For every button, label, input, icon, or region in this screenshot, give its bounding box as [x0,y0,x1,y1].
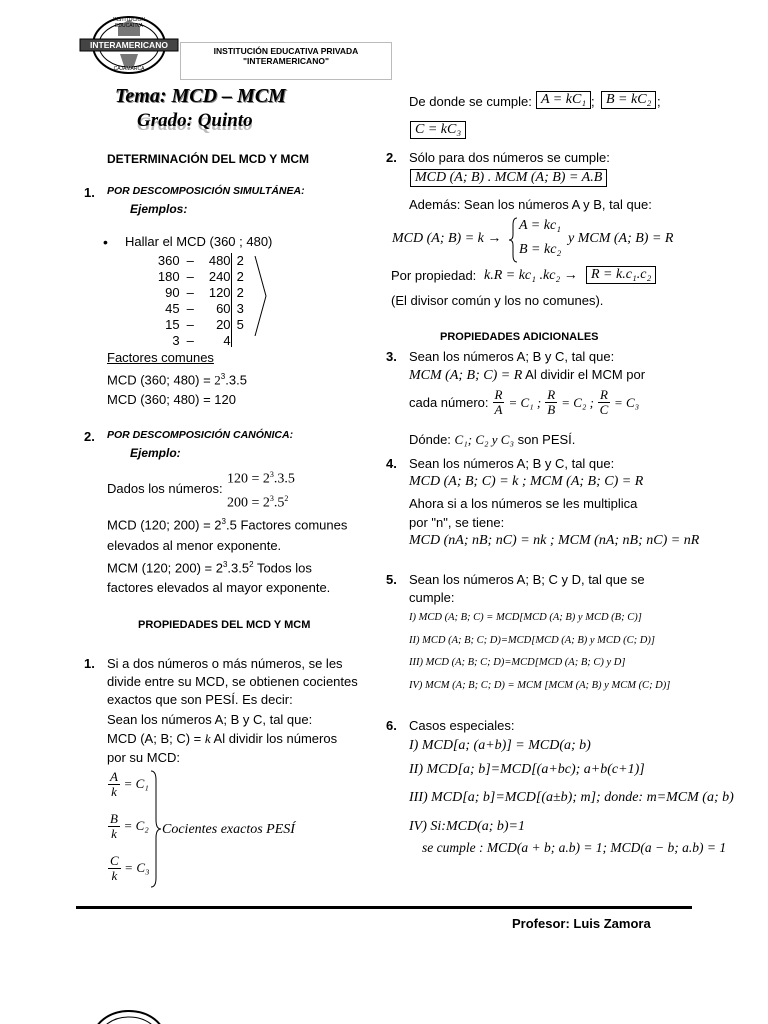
r3-donde [409,432,575,448]
section-title-determinacion: DETERMINACIÓN DEL MCD Y MCM [107,152,310,166]
eq2-mid: .5 [273,495,285,511]
frac-b-num: B [110,811,118,826]
p1-number: 1. [84,656,95,671]
r2-prop: Por propiedad: [391,268,477,283]
mcd-result-1 [107,372,247,388]
table-row [150,268,250,284]
r0-box3: C = kC₃ [410,121,466,139]
p1-line6: por su MCD: [107,750,180,765]
cell-dash: – [186,316,194,332]
mcm120-exp: 3 [222,560,228,569]
r3-f3-num: R [600,387,608,402]
s1-ejemplos: Ejemplos: [130,202,188,216]
cell-a: 90 [165,284,180,300]
mcd-120-200-line2: elevados al menor exponente. [107,538,282,553]
cell-dash: – [186,300,194,316]
r3-line1: Sean los números A; B y C, tal que: [409,349,615,364]
r3-number: 3. [386,349,397,364]
frac-b-c2: = C₂ [123,817,149,833]
cell-divisor: 2 [236,284,244,300]
cell-a: 180 [157,268,180,284]
r0-text: De donde se cumple: [409,94,532,109]
r6-iv-si: IV) Si: [409,819,446,834]
fraction-a-k [108,770,149,799]
fraction-c-k [108,854,150,883]
r3-pesi: son PESÍ. [517,432,576,447]
frac-a-den: k [111,784,117,799]
r2-b: B = kc₂ [519,242,562,257]
cell-b: 480 [208,252,231,268]
mcm120-b: Todos los [253,560,312,576]
table-row [150,300,250,316]
eq1-rest: .3.5 [273,471,295,487]
cocientes-brace [150,770,162,888]
r0-box1: A = kC₁ [536,91,591,109]
mcd1-rest: .3.5 [225,372,247,388]
r3-donde-math: C₁; C₂ y C₃ [454,432,514,447]
p1-l5a: MCD (A; B; C) = [107,731,205,746]
eq2-exp2: 2 [284,494,289,503]
table-vertical-line [231,253,232,347]
propiedades-title: PROPIEDADES DEL MCD Y MCM [138,619,311,631]
r0-sep1: ; [591,94,595,109]
table-row [150,252,250,268]
mcd120-exp: 3 [221,517,226,526]
r6-i: I) MCD[a; (a+b)] = MCD(a; b) [409,738,591,753]
school-line-2: "INTERAMERICANO" [243,56,329,66]
r0-sep2: ; [657,94,661,109]
cocientes-label: Cocientes exactos PESÍ [162,822,295,837]
cell-divisor: 2 [236,252,244,268]
p1-line3: exactos que son PESÍ. Es decir: [107,692,293,707]
cell-divisor: 5 [236,316,244,332]
factores-comunes: Factores comunes [107,350,214,365]
footer-rule [76,906,692,909]
mcd120-a: MCD (120; 200) = 2 [107,517,222,533]
r3-f1-num: R [494,387,503,402]
eq-200 [227,494,288,512]
r2-divisor: (El divisor común y los no comunes). [391,293,604,308]
r6-number: 6. [386,718,397,733]
mcd1-prefix: MCD (360; 480) = [107,372,215,388]
cell-b: 20 [216,316,231,332]
school-name-box [180,42,392,80]
frac-c-c3: = C₃ [124,859,150,875]
r5-i: I) MCD (A; B; C) = MCD[MCD (A; B) y MCD (B; C)] [409,612,642,623]
r3-cada: cada número: [409,395,489,410]
tema-title: Tema: MCD – MCM [115,85,286,107]
r4-line2: MCD (A; B; C) = k ; MCM (A; B; C) = R [409,474,644,489]
r2-ademas: Además: Sean los números A y B, tal que: [409,197,652,212]
mcm120-exp2: 2 [249,560,254,569]
cell-b: 60 [216,300,231,316]
p1-line4: Sean los números A; B y C, tal que: [107,712,313,727]
cell-a: 3 [172,332,180,348]
r5-line1: Sean los números A; B; C y D, tal que se [409,572,645,587]
r6-iv [409,817,525,835]
r2-box: MCD (A; B) . MCM (A; B) = A.B [410,169,607,187]
r3-f2-num: R [547,387,556,402]
table-brace [254,256,268,336]
mcd-result-2: MCD (360; 480) = 120 [107,392,236,407]
r3-c1: = C₁ ; [508,394,542,410]
cell-b: 4 [223,332,231,348]
mcd1-base: 2 [214,372,221,388]
p1-line1: Si a dos números o más números, se les [107,656,343,671]
cell-a: 45 [165,300,180,316]
logo-banner-text: INTERAMERICANO [90,40,168,50]
r2-brace [508,217,518,263]
eq1-exp: 3 [269,470,274,479]
r3-f2-den: B [547,402,556,417]
mcm-120-200-line [107,560,359,575]
r3-line2 [409,367,645,384]
dados-numeros: Dados los números: [107,481,223,496]
r3-line3 [409,388,639,417]
cell-dash: – [186,268,194,284]
r5-line2: cumple: [409,590,455,605]
r2-text: Sólo para dos números se cumple: [409,150,610,165]
r5-number: 5. [386,572,397,587]
r4-line1: Sean los números A; B y C, tal que: [409,456,615,471]
r3-f3-den: C [599,402,609,417]
s1-number: 1. [84,185,95,200]
cell-divisor [231,332,250,348]
table-row [150,316,250,332]
r6-iv-mcd: MCD(a; b)=1 [445,819,525,834]
p1-l5b: Al dividir los números [210,731,338,746]
school-line-1: INSTITUCIÓN EDUCATIVA PRIVADA [213,46,359,56]
r5-iv: IV) MCM (A; B; C; D) = MCM [MCM (A; B) y MCM (C; D)] [409,680,671,691]
r6-ii: II) MCD[a; b]=MCD[(a+bc); a+b(c+1)] [409,762,645,777]
fraction-b-k [108,812,149,841]
r4-line4: por "n", se tiene: [409,515,505,530]
eq-120 [227,470,295,488]
r3-donde-label: Dónde: [409,432,451,447]
r2-number: 2. [386,150,397,165]
cell-dash: – [186,284,194,300]
r3-c2: = C₂ ; [561,394,594,410]
table-row [150,284,250,300]
mcd-120-200-line [107,517,347,532]
frac-a-c1: = C₁ [123,775,149,791]
mcm-120-200-line2: factores elevados al mayor exponente. [107,580,331,595]
cell-dash: – [186,332,194,348]
cell-a: 360 [157,252,180,268]
r2-prop-eq: k.R = kc₁ .kc₂ → [484,268,578,283]
frac-b-den: k [111,826,117,841]
eq1-text: 120 = 2 [227,471,270,487]
cell-b: 120 [208,284,231,300]
r5-ii: II) MCD (A; B; C; D)=MCD[MCD (A; B) y MCD (C; D)] [409,635,655,646]
r6-iii: III) MCD[a; b]=MCD[(a±b); m]; donde: m=MCM (a; b) [409,790,734,805]
r2-mcd: MCD (A; B) = k → [392,231,502,246]
s1-title: POR DESCOMPOSICIÓN SIMULTÁNEA: [107,185,305,197]
frac-c-num: C [110,853,119,868]
eq2-text: 200 = 2 [227,495,270,511]
bullet-dot: • [103,234,108,250]
r2-mcm: y MCM (A; B) = R [568,231,674,246]
cell-divisor: 2 [236,268,244,284]
bullet-text: Hallar el MCD (360 ; 480) [125,234,273,249]
r3-c3: = C₃ [613,394,640,410]
s2-ejemplo: Ejemplo: [130,446,181,460]
mcd1-exp: 3 [220,372,226,381]
cell-divisor: 3 [236,300,244,316]
r5-iii: III) MCD (A; B; C; D)=MCD[MCD (A; B; C) y D] [409,657,626,668]
r3-l2-text: Al dividir el MCM por [525,367,646,382]
r4-line3: Ahora si a los números se les multiplica [409,496,638,511]
p1-line2: divide entre su MCD, se obtienen cocientes [107,674,358,689]
r0-box2: B = kC₂ [601,91,656,109]
table-row [150,332,250,348]
cell-dash: – [186,252,194,268]
r6-line1: Casos especiales: [409,718,515,733]
r2-a: A = kc₁ [519,218,562,233]
r2-prop-box: R = k.c₁.c₂ [586,266,656,284]
frac-a-num: A [110,769,118,784]
p1-l5k: k [204,731,211,746]
r4-number: 4. [386,456,397,471]
school-logo [78,14,180,76]
r3-l2-math: MCM (A; B; C) = R [409,368,523,383]
mcm120-mid: .3.5 [227,560,250,576]
adicionales-title: PROPIEDADES ADICIONALES [440,331,599,343]
mcd120-b: .5 Factores comunes [225,517,348,533]
logo-top-text: INSTITUCION EDUCATIVA [113,17,145,29]
next-page-logo [78,1008,180,1024]
decomposition-table [150,252,250,348]
grado-title: Grado: Quinto [137,110,253,131]
profesor-label: Profesor: Luis Zamora [512,916,651,931]
logo-bottom-text: CAJAMARCA [113,66,145,72]
cell-b: 240 [208,268,231,284]
r3-f1-den: A [494,402,503,417]
r6-v: se cumple : MCD(a + b; a.b) = 1; MCD(a − b; a.b) = 1 [422,840,727,855]
r4-line5: MCD (nA; nB; nC) = nk ; MCM (nA; nB; nC) = nR [409,533,700,548]
p1-line5 [107,731,337,747]
s2-title: POR DESCOMPOSICIÓN CANÓNICA: [107,429,294,441]
eq2-exp: 3 [269,494,274,503]
mcm120-a: MCM (120; 200) = 2 [107,560,223,576]
frac-c-den: k [111,868,118,883]
s2-number: 2. [84,429,95,444]
cell-a: 15 [165,316,180,332]
